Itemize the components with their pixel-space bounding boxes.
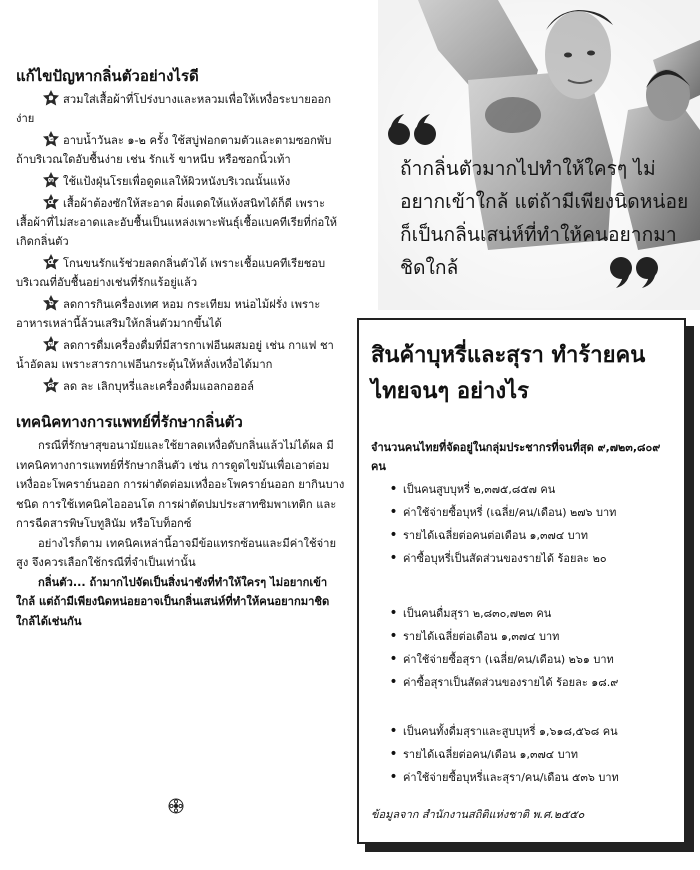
stat-row bbox=[387, 602, 682, 625]
bullet-icon: • bbox=[389, 769, 398, 785]
stat-text: รายได้เฉลี่ยต่อคน/เดือน ๑,๓๗๔ บาท bbox=[403, 748, 579, 761]
star-badge-icon bbox=[42, 90, 60, 106]
tip-item bbox=[16, 254, 346, 292]
close-quote-icon bbox=[606, 254, 660, 290]
bullet-icon: • bbox=[389, 527, 398, 543]
stat-row bbox=[387, 478, 682, 501]
stat-text: ค่าใช้จ่ายซื้อบุหรี่และสุรา/คน/เดือน ๕๓๖ บาท bbox=[403, 771, 619, 784]
bullet-icon: • bbox=[389, 651, 398, 667]
star-badge-icon bbox=[42, 172, 60, 188]
tip-item bbox=[16, 172, 346, 191]
tip-text: เสื้อผ้าต้องซักให้สะอาด ผึ่งแดดให้แห้งสนิทได้ก็ดี เพราะเสื้อผ้าที่ไม่สะอาดและอับชื้นเป็นแหล่งเพาะพันธุ์เชื้อแบคทีเรียที่ก่อให้เกิดกลิ่นตัว bbox=[16, 197, 338, 248]
statistics-box bbox=[357, 318, 686, 844]
tip-item bbox=[16, 131, 346, 169]
stat-text: ค่าซื้อบุหรี่เป็นสัดส่วนของรายได้ ร้อยละ ๒๐ bbox=[403, 552, 607, 565]
tip-text: ลด ละ เลิกบุหรี่และเครื่องดื่มแอลกอฮอล์ bbox=[63, 380, 254, 393]
caution-paragraph: อย่างไรก็ตาม เทคนิคเหล่านี้อาจมีข้อแทรกซ้อนและมีค่าใช้จ่ายสูง จึงควรเลือกใช้กรณีที่จำเป็นเท่านั้น bbox=[16, 536, 336, 569]
bullet-icon: • bbox=[389, 746, 398, 762]
stat-text: ค่าใช้จ่ายซื้อสุรา (เฉลี่ย/คน/เดือน) ๒๖๑ บาท bbox=[403, 653, 614, 666]
stat-text: รายได้เฉลี่ยต่อคนต่อเดือน ๑,๓๗๔ บาท bbox=[403, 529, 589, 542]
tip-number: ๓ bbox=[47, 175, 55, 185]
drinking-stats bbox=[387, 602, 682, 694]
stat-row bbox=[387, 743, 682, 766]
tip-text: ใช้แป้งฝุ่นโรยเพื่อดูดแลให้ผิวหนังบริเวณนั้นแห้ง bbox=[63, 175, 291, 188]
open-quote-icon bbox=[386, 112, 440, 148]
closing-paragraph: กลิ่นตัว... ถ้ามากไปจัดเป็นสิ่งน่าชังที่ทำให้ใครๆ ไม่อยากเข้าใกล้ แต่ถ้ามีเพียงนิดหน่อยอาจเป็นกลิ่นเสน่ห์ที่ทำให้คนอยากมาชิดใกล้ได้เช่นกัน bbox=[16, 575, 330, 628]
combined-stats bbox=[387, 720, 682, 789]
tip-item bbox=[16, 336, 346, 374]
star-badge-icon bbox=[42, 336, 60, 352]
bullet-icon: • bbox=[389, 550, 398, 566]
tip-number: ๕ bbox=[47, 257, 55, 267]
tip-text: ลดการดื่มเครื่องดื่มที่มีสารกาเฟอีนผสมอยู่ เช่น กาแฟ ชา น้ำอัดลม เพราะสารกาเฟอีนกระตุ้นให้หลั่งเหงื่อได้มาก bbox=[16, 339, 334, 371]
stat-row bbox=[387, 766, 682, 789]
tip-number: ๒ bbox=[48, 134, 54, 144]
tip-item bbox=[16, 90, 346, 128]
tip-text: ลดการกินเครื่องเทศ หอม กระเทียม หน่อไม้ฝรั่ง เพราะอาหารเหล่านี้ล้วนเสริมให้กลิ่นตัวมากขึ้นได้ bbox=[16, 298, 321, 330]
stat-row bbox=[387, 547, 682, 570]
section-heading-remedies: แก้ไขปัญหากลิ่นตัวอย่างไรดี bbox=[16, 67, 199, 85]
stat-row bbox=[387, 625, 682, 648]
tip-number: ๔ bbox=[47, 197, 55, 207]
tip-text: สวมใส่เสื้อผ้าที่โปร่งบางและหลวมเพื่อให้เหงื่อระบายออกง่าย bbox=[16, 93, 332, 125]
statistics-source: ข้อมูลจาก สำนักงานสถิติแห่งชาติ พ.ศ.๒๕๕๐ bbox=[371, 808, 585, 821]
stat-text: เป็นคนดื่มสุรา ๒,๘๓๐,๗๒๓ คน bbox=[403, 607, 552, 620]
star-badge-icon bbox=[42, 377, 60, 393]
bullet-icon: • bbox=[389, 504, 398, 520]
tip-number: ๖ bbox=[48, 298, 54, 308]
tip-item bbox=[16, 295, 346, 333]
section-heading-medical: เทคนิคทางการแพทย์ที่รักษากลิ่นตัว bbox=[16, 413, 243, 431]
flower-ornament-icon bbox=[168, 798, 184, 814]
tip-item bbox=[16, 377, 346, 396]
tip-number: ๑ bbox=[48, 93, 54, 103]
left-column bbox=[16, 66, 346, 631]
stat-row bbox=[387, 671, 682, 694]
bullet-icon: • bbox=[389, 605, 398, 621]
pull-quote-text: ถ้ากลิ่นตัวมากไปทำให้ใครๆ ไม่อยากเข้าใกล้ แต่ถ้ามีเพียงนิดหน่อยก็เป็นกลิ่นเสน่ห์ที่ทำให้คนอยากมาชิดใกล้ bbox=[400, 157, 689, 279]
stat-row bbox=[387, 720, 682, 743]
statistics-intro: จำนวนคนไทยที่จัดอยู่ในกลุ่มประชากรที่จนที่สุด ๙,๗๒๓,๘๐๙ คน bbox=[371, 441, 661, 473]
tip-text: โกนขนรักแร้ช่วยลดกลิ่นตัวได้ เพราะเชื้อแบคทีเรียชอบบริเวณที่อับชื้นอย่างเช่นที่รักแร้อยู่แล้ว bbox=[16, 257, 326, 289]
tip-text: อาบน้ำวันละ ๑-๒ ครั้ง ใช้สบู่ฟอกตามตัวและตามซอกพับ ถ้าบริเวณใดอับชื้นง่าย เช่น รักแร้ ขาหนีบ หรือซอกนิ้วเท้า bbox=[16, 134, 332, 166]
bullet-icon: • bbox=[389, 723, 398, 739]
stat-text: เป็นคนสูบบุหรี่ ๒,๓๗๕,๘๕๗ คน bbox=[403, 483, 556, 496]
medical-paragraph: กรณีที่รักษาสุขอนามัยและใช้ยาลดเหงื่อดับกลิ่นแล้วไม่ได้ผล มีเทคนิคทางการแพทย์ที่รักษากลิ่นตัว เช่น การดูดไขมันเพื่อเอาต่อมเหงื่ออะโพคราย์นออก การผ่าตัดต่อมเหงื่ออะโพคราย์นออก ยากินบางชนิด การใช้เทคนิคไอออนโต การผ่าตัดปมประสาทซิมพาเทติก และการฉีดสารพิษโบทูลินัม หรือโบท็อกซ์ bbox=[16, 439, 345, 530]
star-badge-icon bbox=[42, 131, 60, 147]
tips-list bbox=[16, 90, 346, 396]
stat-row bbox=[387, 648, 682, 671]
stat-text: รายได้เฉลี่ยต่อเดือน ๑,๓๗๔ บาท bbox=[403, 630, 560, 643]
star-badge-icon bbox=[42, 194, 60, 210]
star-badge-icon bbox=[42, 295, 60, 311]
tip-number: ๘ bbox=[47, 380, 55, 390]
bullet-icon: • bbox=[389, 481, 398, 497]
tip-item bbox=[16, 194, 346, 251]
star-badge-icon bbox=[42, 254, 60, 270]
stat-row bbox=[387, 501, 682, 524]
tip-number: ๗ bbox=[47, 339, 55, 349]
smoking-stats bbox=[387, 478, 682, 570]
bullet-icon: • bbox=[389, 674, 398, 690]
statistics-title: สินค้าบุหรี่และสุรา ทำร้ายคนไทยจนๆ อย่างไร bbox=[371, 343, 646, 404]
stat-text: ค่าใช้จ่ายซื้อบุหรี่ (เฉลี่ย/คน/เดือน) ๒๗๖ บาท bbox=[403, 506, 617, 519]
stat-row bbox=[387, 524, 682, 547]
bullet-icon: • bbox=[389, 628, 398, 644]
stat-text: ค่าซื้อสุราเป็นสัดส่วนของรายได้ ร้อยละ ๑๘.๙ bbox=[403, 676, 619, 689]
stat-text: เป็นคนทั้งดื่มสุราและสูบบุหรี่ ๑,๖๑๘,๕๖๘ คน bbox=[403, 725, 618, 738]
